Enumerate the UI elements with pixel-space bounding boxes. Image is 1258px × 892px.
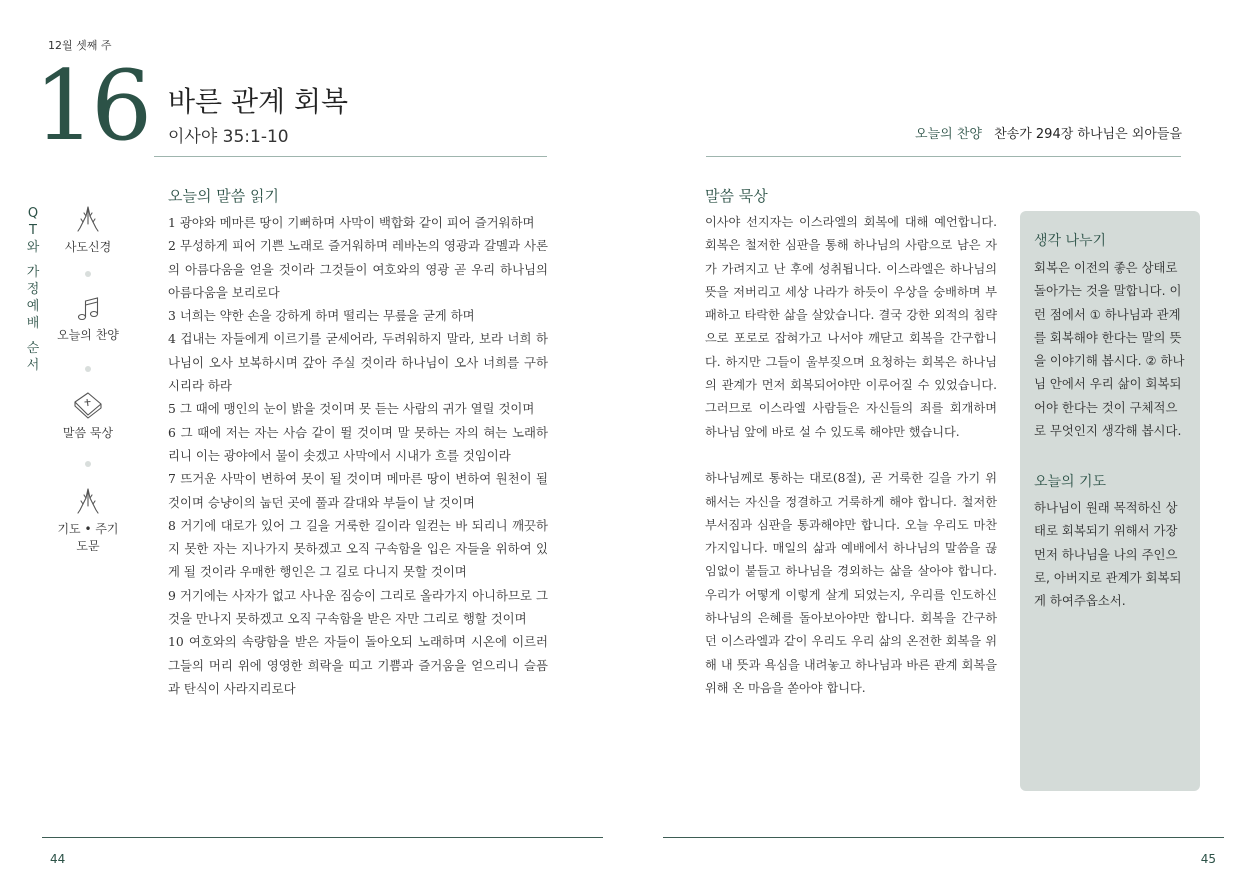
meditation-body	[705, 211, 997, 700]
day-number: 16	[34, 50, 149, 162]
footer-divider-right	[663, 837, 1224, 838]
praying-hands-icon	[73, 486, 103, 516]
verse-7: 7 뜨거운 사막이 변하여 못이 될 것이며 메마른 땅이 변하여 원천이 될 것이며 승냥이의 눕던 곳에 풀과 갈대와 부들이 날 것이며	[168, 471, 548, 510]
sidebar-item-meditation	[52, 390, 124, 441]
sidebar-item-prayer	[52, 486, 124, 554]
bible-icon	[72, 390, 104, 420]
verse-1: 1 광야와 메마른 땅이 기뻐하며 사막이 백합화 같이 피어 즐거워하며	[168, 215, 535, 230]
praying-hands-icon	[73, 204, 103, 234]
verse-3: 3 너희는 약한 손을 강하게 하며 떨리는 무릎을 굳게 하며	[168, 308, 475, 324]
sidebar-item-label: 말씀 묵상	[62, 426, 114, 440]
sidebar-item-hymn	[52, 296, 124, 343]
meditation-heading: 말씀 묵상	[705, 187, 768, 205]
sharing-heading: 생각 나누기	[1034, 233, 1107, 249]
reading-heading: 오늘의 말씀 읽기	[168, 187, 279, 205]
verse-5: 5 그 때에 맹인의 눈이 밝을 것이며 못 듣는 사람의 귀가 열릴 것이며	[168, 401, 535, 417]
hymn-text: 찬송가 294장 하나님은 외아들을	[994, 127, 1182, 142]
header-divider-left	[154, 156, 547, 157]
page-number-right: 45	[1200, 852, 1216, 866]
sidebar-item-label: 사도신경	[64, 240, 112, 254]
meditation-paragraph: 이사야 선지자는 이스라엘의 회복에 대해 예언합니다. 회복은 철저한 심판을 통해 하나님의 사람으로 남은 자가 가려지고 난 후에 성취됩니다. 이스라엘은 하나님의 뜻을 저버리고 세상 나라가 하듯이 우상을 숭배하며 부패하고 타락한 삶을 살았습니다. 결국 강한 외적의 침략으로 포로로 잡혀가고 나서야 깨닫고 회복을 간구합니다. 하지만 그들이 울부짖으며 요청하는 회복은 하나님의 관계가 먼저 회복되어야만 이루어질 수 있었습니다. 그러므로 이스라엘 사람들은 자신들의 죄를 회개하며 하나님 앞에 바로 설 수 있도록 해야만 했습니다.	[705, 215, 997, 439]
music-note-icon	[73, 296, 103, 322]
sidebar-separator-dot	[85, 461, 91, 467]
prayer-heading: 오늘의 기도	[1034, 474, 1107, 490]
scripture-reference: 이사야 35:1-10	[168, 127, 289, 147]
meditation-paragraph: 하나님께로 통하는 대로(8절), 곧 거룩한 길을 가기 위해서는 자신을 정결하고 거룩하게 해야 합니다. 철저한 부서짐과 심판을 통과해야만 합니다. 오늘 우리도 마찬가지입니다. 매일의 삶과 예배에서 하나님의 말씀을 끊임없이 붙들고 하나님을 경외하는 삶을 살아야 합니다. 우리가 어떻게 이렇게 살게 되었는지, 우리를 인도하신 하나님의 은혜를 돌아보아야만 합니다. 회복을 간구하던 이스라엘과 같이 우리도 우리 삶의 온전한 회복을 위해 내 뜻과 욕심을 내려놓고 하나님과 바른 관계 회복을 위해 온 마음을 쏟아야 합니다.	[705, 471, 997, 695]
verse-4: 4 겁내는 자들에게 이르기를 굳세어라, 두려워하지 말라, 보라 너희 하나님이 오사 보복하시며 갚아 주실 것이라 하나님이 오사 너희를 구하시리라 하라	[168, 331, 548, 394]
verse-2: 2 무성하게 피어 기쁜 노래로 즐거워하며 레바논의 영광과 갈멜과 사론의 아름다움을 얻을 것이라 그것들이 여호와의 영광 곧 우리 하나님의 아름다움을 보리로다	[168, 238, 548, 300]
sidebar-item-label: 오늘의 찬양	[57, 328, 119, 342]
verse-10: 10 여호와의 속량함을 받은 자들이 돌아오되 노래하며 시온에 이르러 그들의 머리 위에 영영한 희락을 띠고 기쁨과 즐거움을 얻으리니 슬픔과 탄식이 사라지리로다	[168, 634, 548, 696]
prayer-text: 하나님이 원래 목적하신 상태로 회복되기 위해서 가장 먼저 하나님을 나의 주인으로, 아버지로 관계가 회복되게 하여주옵소서.	[1034, 500, 1182, 609]
footer-divider-left	[42, 837, 603, 838]
sidebar-item-label: 기도 • 주기도문	[57, 522, 119, 553]
verse-8: 8 거기에 대로가 있어 그 길을 거룩한 길이라 일컫는 바 되리니 깨끗하지 못한 자는 지나가지 못하겠고 오직 구속함을 입은 자들을 위하여 있게 될 것이라 우매한 행인은 그 길로 다니지 못할 것이며	[168, 517, 548, 580]
sidebar-separator-dot	[85, 366, 91, 372]
sidebar-separator-dot	[85, 271, 91, 277]
verse-6: 6 그 때에 저는 자는 사슴 같이 뛸 것이며 말 못하는 자의 혀는 노래하리니 이는 광야에서 물이 솟겠고 사막에서 시내가 흐를 것임이라	[168, 424, 548, 463]
page-title: 바른 관계 회복	[168, 85, 349, 118]
sidebar-vertical-title: Q T 와 가 정 예 배 순 서	[26, 206, 40, 373]
hymn-line	[915, 123, 1182, 142]
verse-9: 9 거기에는 사자가 없고 사나운 짐승이 그리로 올라가지 아니하므로 그것을 만나지 못하겠고 오직 구속함을 받은 자만 그리로 행할 것이며	[168, 587, 548, 627]
verse-list	[168, 211, 548, 700]
header-divider-right	[706, 156, 1181, 157]
hymn-label: 오늘의 찬양	[915, 127, 982, 142]
sharing-text: 회복은 이전의 좋은 상태로 돌아가는 것을 말합니다. 이런 점에서 ① 하나님과 관계를 회복해야 한다는 말의 뜻을 이야기해 봅시다. ② 하나님 안에서 우리 삶이 회복되어야 한다는 것이 구체적으로 무엇인지 생각해 봅시다.	[1034, 260, 1185, 439]
page-number-left: 44	[50, 852, 66, 866]
sidebar-item-apostles-creed	[52, 204, 124, 255]
week-label: 12월 셋째 주	[48, 39, 112, 52]
